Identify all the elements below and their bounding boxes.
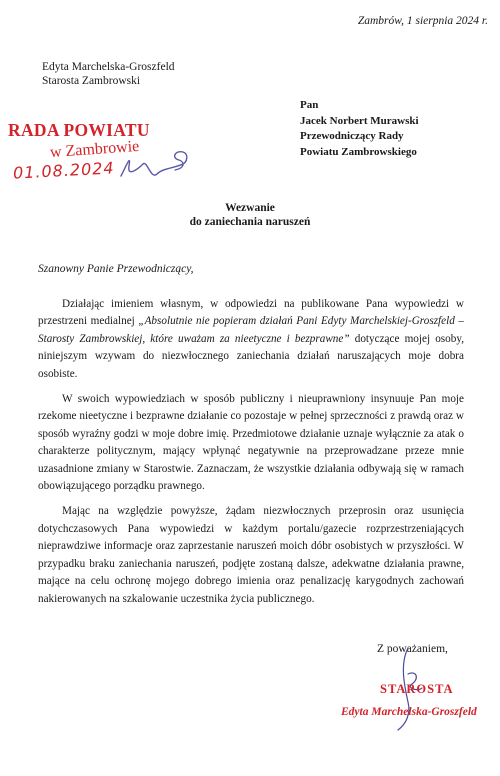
letter-body	[38, 296, 464, 616]
receipt-stamp-date: 01.08.2024	[12, 158, 116, 183]
signature-stamp-title: STAROSTA	[380, 682, 454, 696]
signature-stamp	[338, 672, 488, 752]
paragraph-1	[38, 296, 464, 383]
greeting: Szanowny Panie Przewodniczący,	[38, 263, 194, 275]
recipient-block	[300, 98, 419, 160]
signature-stamp-name: Edyta Marchelska-Groszfeld	[341, 706, 477, 718]
closing: Z poważaniem,	[377, 643, 448, 655]
receipt-stamp	[8, 116, 193, 186]
recipient-salutation: Pan	[300, 99, 319, 111]
recipient-body: Powiatu Zambrowskiego	[300, 145, 417, 158]
recipient-name: Jacek Norbert Murawski	[300, 114, 419, 127]
recipient-role: Przewodniczący Rady	[300, 130, 404, 142]
receipt-stamp-line1: RADA POWIATU	[8, 120, 150, 140]
sender-title: Starosta Zambrowski	[42, 75, 141, 87]
paragraph-1-start: Działając imieniem własnym, w odpowiedzi na publikowane Pana wypowiedzi w przestrzeni medialnej	[38, 298, 464, 328]
letter-subject	[0, 201, 500, 229]
subject-line1: Wezwanie	[225, 202, 275, 214]
receipt-signature-icon	[113, 134, 193, 194]
paragraph-2: W swoich wypowiedziach w sposób publiczny i nieuprawniony insynuuje Pan moje rzekome nieetyczne i bezprawne działanie co pozostaje w pełnej sprzeczności z prawdą oraz w sposób wyraźny godzi w moje dobre imię. Przedmiotowe działanie uznaje wyłącznie za atak o charakterze politycznym, mający wpłynąć negatywnie na przeprowadzane przeze mnie uzasadnione zmiany w Starostwie. Zaznaczam, że wszystkie działania odbywają się w ramach obowiązującego porządku prawnego.	[38, 393, 464, 493]
sender-block	[42, 60, 175, 88]
paragraph-1-end: dotyczące mojej osoby, niniejszym wzywam do niezwłocznego zaniechania działań naruszających moje dobra osobiste.	[38, 332, 464, 380]
receipt-stamp-line2: w Zambrowie	[49, 137, 140, 162]
sender-name: Edyta Marchelska-Groszfeld	[42, 61, 175, 73]
paragraph-3: Mając na względzie powyższe, żądam niezwłocznych przeprosin oraz usunięcia dotychczasowych Pana wypowiedzi w każdym portalu/gazecie rozprzestrzeniających nieprawdziwe informacje oraz zaprzestanie naruszeń moich dóbr osobistych w przyszłości. W przypadku braku zaniechania naruszeń, podjęte zostaną dalsze, adekwatne działania prawne, mające na celu ochronę mojego dobrego imienia oraz penalizację karygodnych zachowań nakierowanych na szkalowanie uczestnika życia publicznego.	[38, 505, 464, 605]
paragraph-1-quote: „Absolutnie nie popieram działań Pani Edyty Marchelskiej-Groszfeld – Starosty Zambrowskiej, które uważam za nieetyczne i bezprawne”	[38, 315, 464, 345]
letter-date: Zambrów, 1 sierpnia 2024 r.	[357, 15, 488, 27]
subject-line2: do zaniechania naruszeń	[189, 216, 311, 228]
